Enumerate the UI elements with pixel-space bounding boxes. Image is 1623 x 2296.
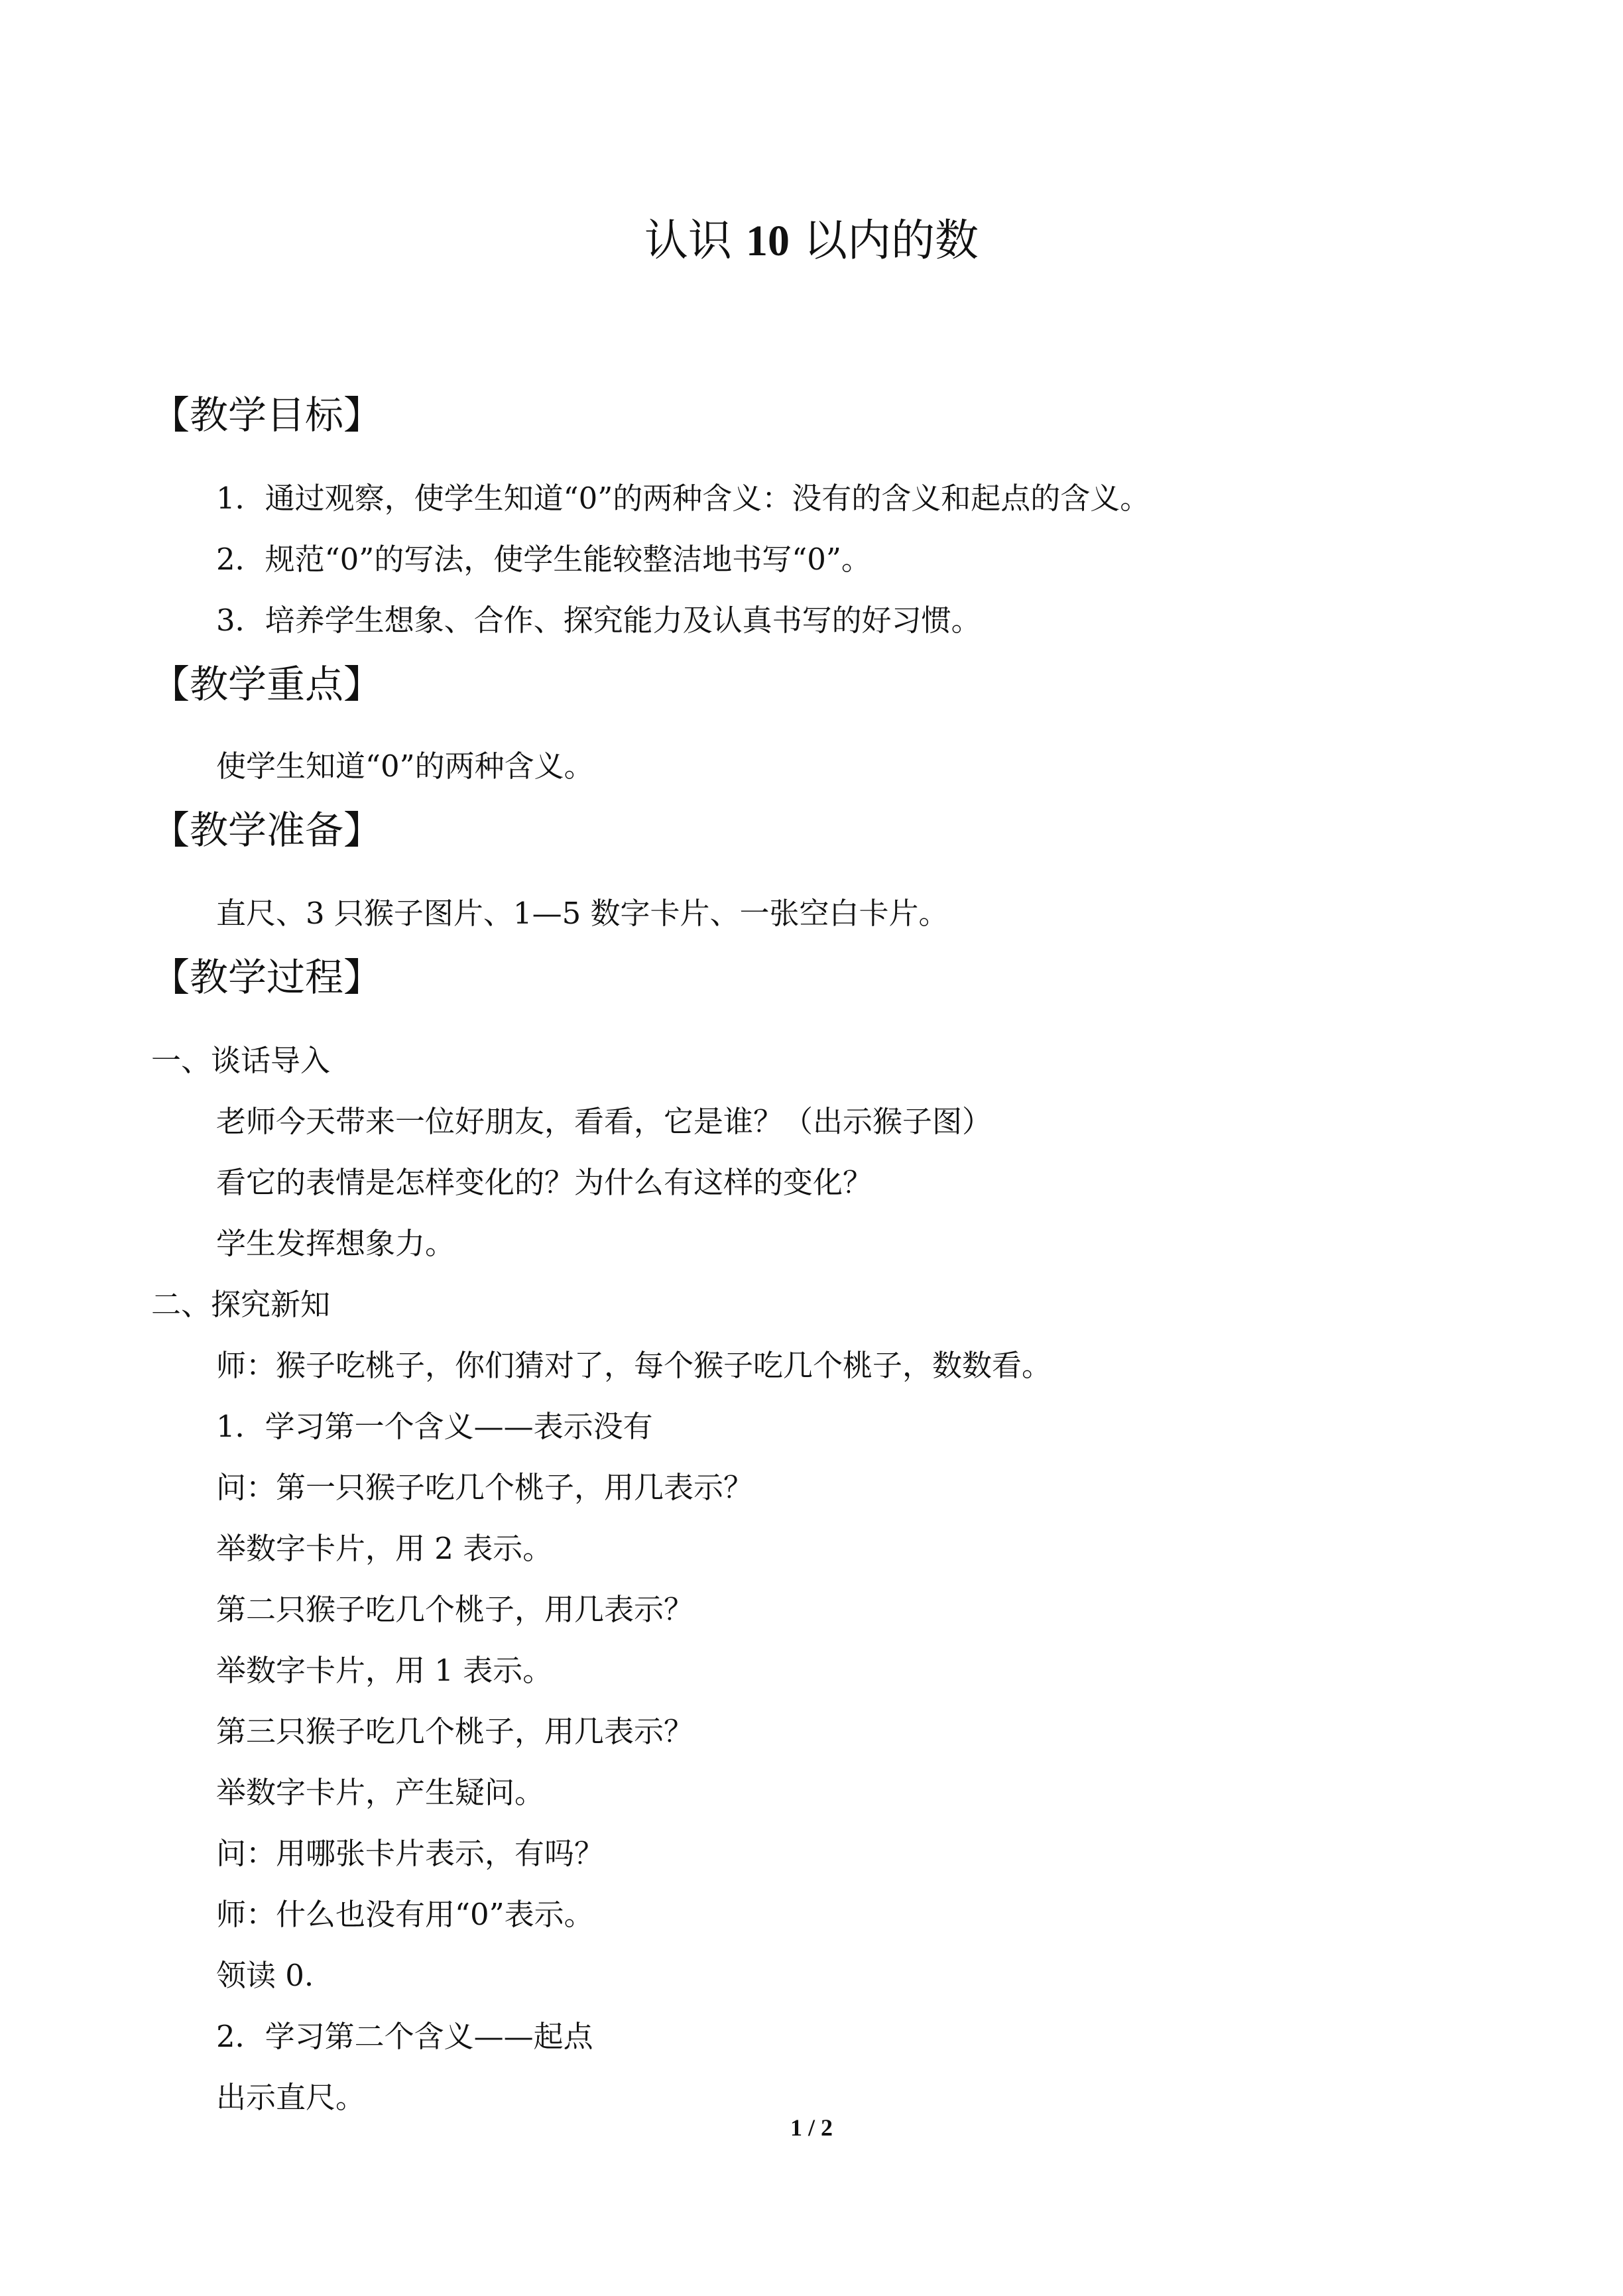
- part2-line-9: 问：用哪张卡片表示，有吗？: [216, 1836, 605, 1871]
- part1-line-3: 学生发挥想象力。: [216, 1226, 455, 1261]
- goal-item-2: 2．规范“0”的写法，使学生能较整洁地书写“0”。: [216, 542, 871, 577]
- heading-preparation: 【教学准备】: [151, 808, 383, 853]
- part2-line-11: 领读 0.: [216, 1958, 314, 1993]
- heading-process: 【教学过程】: [151, 955, 383, 1000]
- part2-line-1: 师：猴子吃桃子，你们猜对了，每个猴子吃几个桃子，数数看。: [216, 1348, 1052, 1383]
- part2-line-8: 举数字卡片，产生疑问。: [216, 1775, 545, 1810]
- part2-line-7: 第三只猴子吃几个桃子，用几表示？: [216, 1714, 694, 1749]
- page-title: 认识 10 以内的数: [644, 215, 979, 266]
- part2-line-13: 出示直尺。: [216, 2080, 366, 2115]
- part1-line-1: 老师今天带来一位好朋友，看看，它是谁？（出示猴子图）: [216, 1104, 992, 1139]
- heading-key-points: 【教学重点】: [151, 662, 383, 707]
- preparation-text: 直尺、3 只猴子图片、1—5 数字卡片、一张空白卡片。: [216, 896, 949, 931]
- part2-line-2: 1．学习第一个含义——表示没有: [216, 1409, 653, 1444]
- part2-line-12: 2．学习第二个含义——起点: [216, 2019, 593, 2054]
- part2-line-4: 举数字卡片，用 2 表示。: [216, 1531, 553, 1566]
- part2-line-3: 问：第一只猴子吃几个桃子，用几表示？: [216, 1470, 754, 1505]
- goal-item-1: 1．通过观察，使学生知道“0”的两种含义：没有的含义和起点的含义。: [216, 481, 1150, 516]
- heading-teaching-goals: 【教学目标】: [151, 393, 383, 438]
- part2-line-10: 师：什么也没有用“0”表示。: [216, 1897, 594, 1932]
- part2-title: 二、探究新知: [151, 1287, 331, 1322]
- part1-line-2: 看它的表情是怎样变化的？为什么有这样的变化？: [216, 1165, 873, 1200]
- part1-title: 一、谈话导入: [151, 1043, 331, 1078]
- key-point-text: 使学生知道“0”的两种含义。: [216, 749, 594, 784]
- part2-line-6: 举数字卡片，用 1 表示。: [216, 1653, 553, 1688]
- goal-item-3: 3．培养学生想象、合作、探究能力及认真书写的好习惯。: [216, 603, 981, 638]
- part2-line-5: 第二只猴子吃几个桃子，用几表示？: [216, 1592, 694, 1627]
- page-number: 1 / 2: [790, 2114, 833, 2141]
